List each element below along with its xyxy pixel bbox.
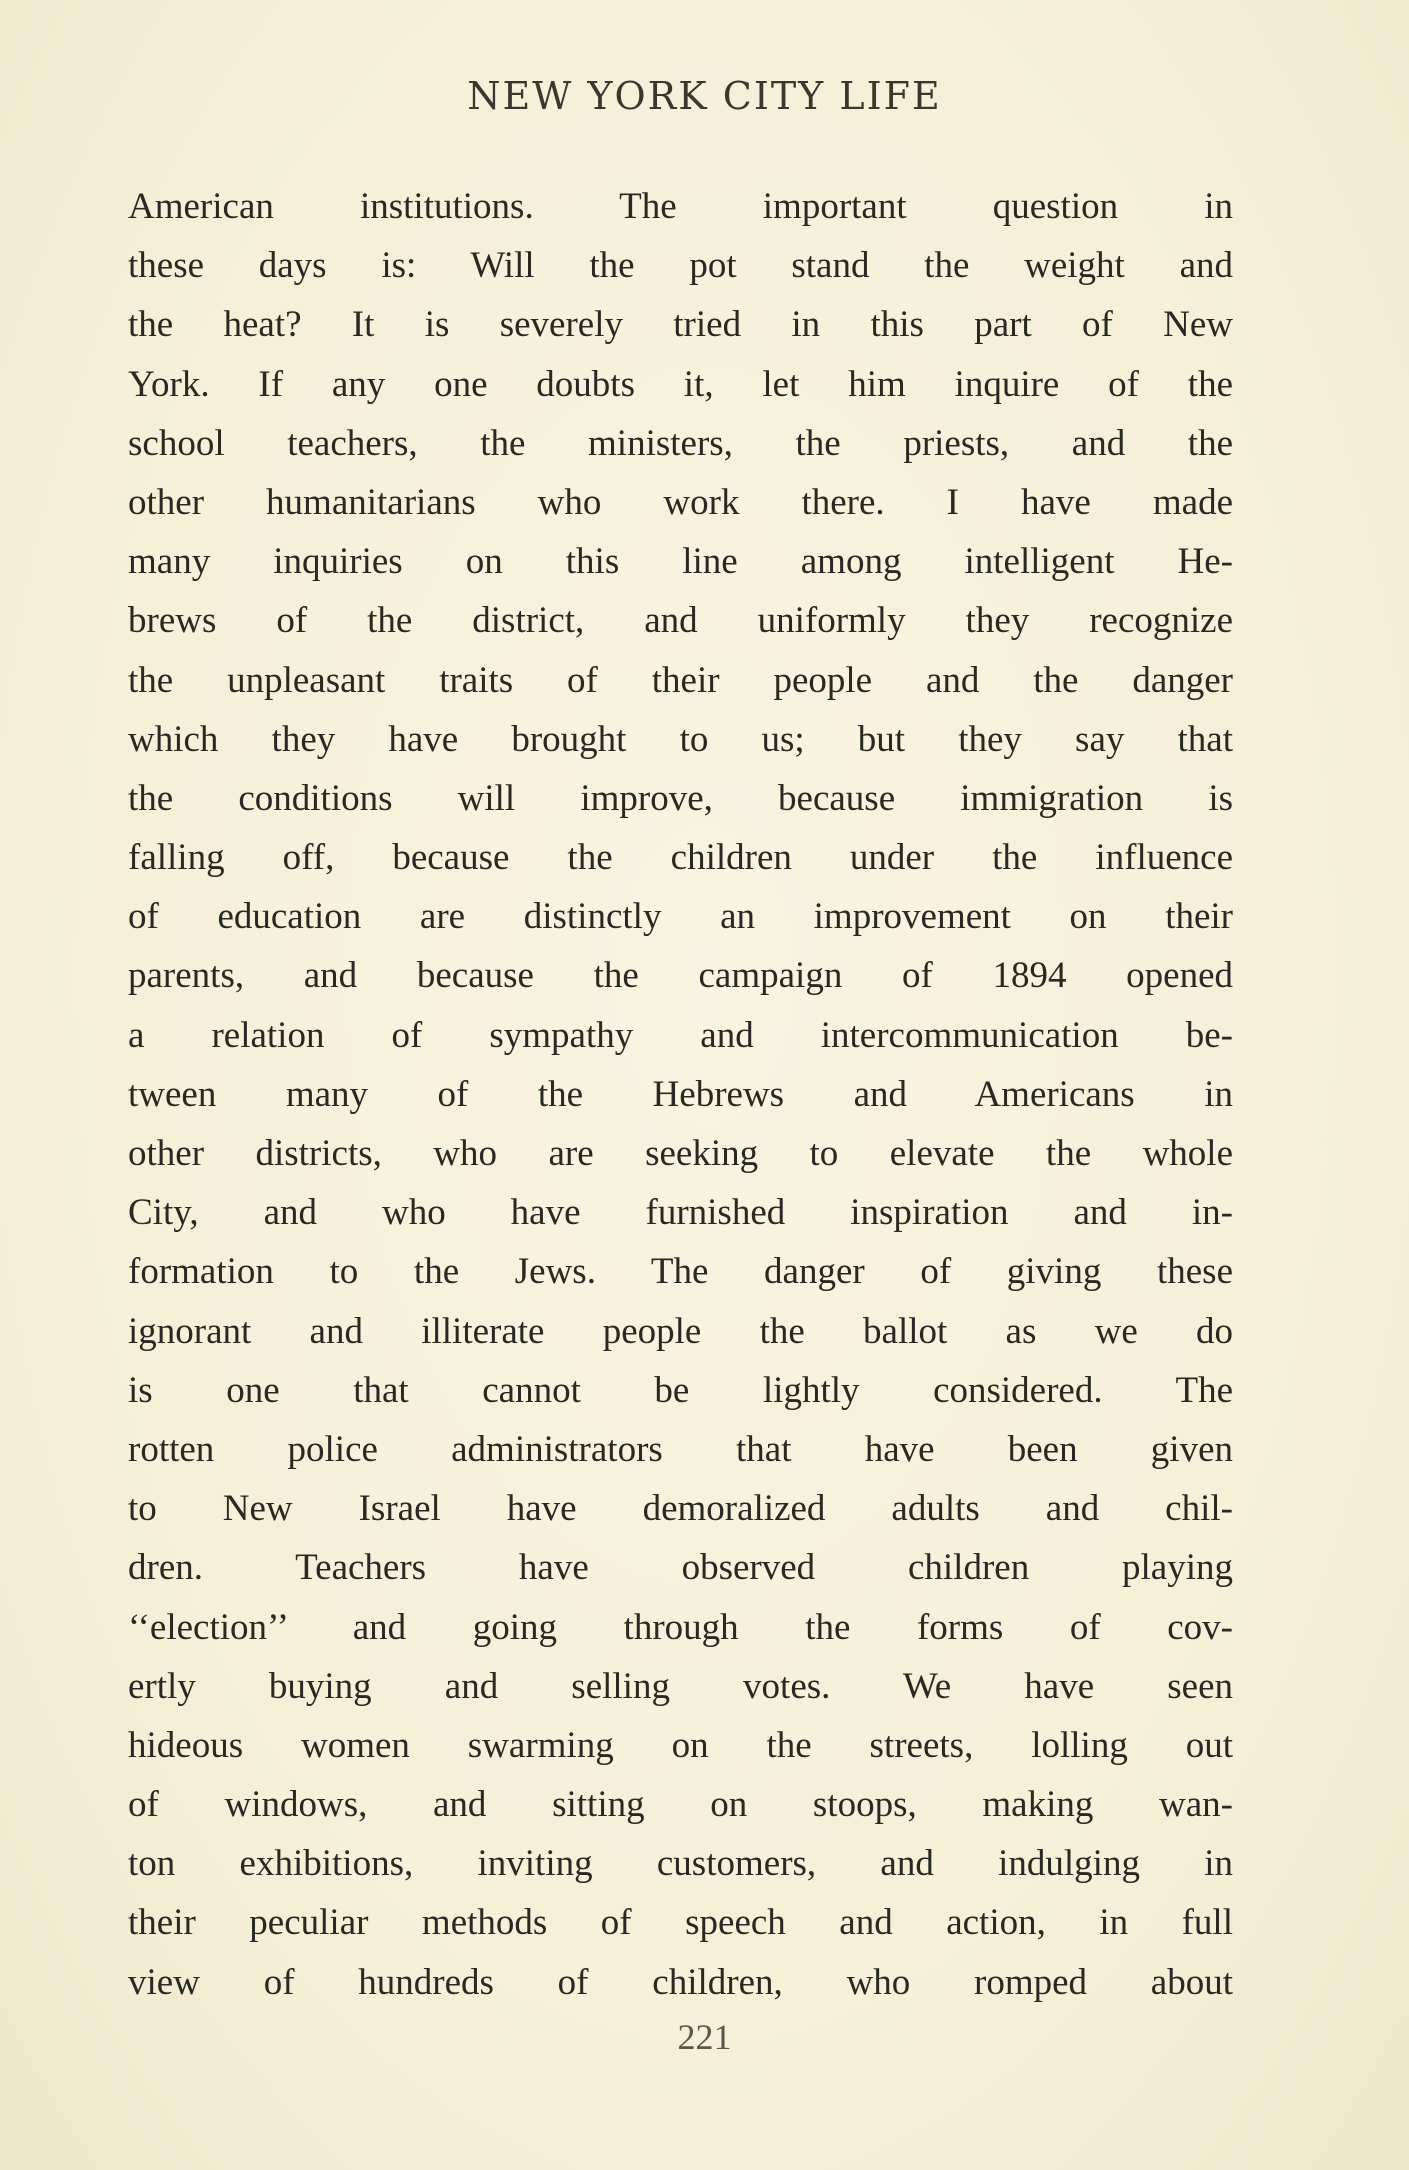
- text-line: of education are distinctly an improvement on their: [128, 896, 1233, 938]
- text-line: a relation of sympathy and intercommunication be-: [128, 1014, 1233, 1056]
- text-line: other humanitarians who work there. I have made: [128, 481, 1233, 523]
- page-number: 221: [677, 2017, 732, 2057]
- text-line: brews of the district, and uniformly they recognize: [128, 600, 1233, 642]
- body-text: [128, 177, 1233, 2012]
- text-line: the unpleasant traits of their people and the danger: [128, 659, 1233, 701]
- text-line: tween many of the Hebrews and Americans in: [128, 1073, 1233, 1115]
- text-line: is one that cannot be lightly considered. The: [128, 1369, 1233, 1411]
- text-line: many inquiries on this line among intelligent He-: [128, 541, 1233, 583]
- text-line: American institutions. The important question in: [128, 186, 1233, 227]
- text-line: falling off, because the children under the influence: [128, 837, 1233, 879]
- text-line: ton exhibitions, inviting customers, and indulging in: [128, 1843, 1233, 1885]
- text-line: rotten police administrators that have been given: [128, 1428, 1233, 1470]
- text-line: other districts, who are seeking to elevate the whole: [128, 1133, 1233, 1174]
- text-line: dren. Teachers have observed children playing: [128, 1547, 1233, 1589]
- text-line: parents, and because the campaign of 1894 opened: [128, 955, 1233, 997]
- text-line: York. If any one doubts it, let him inquire of the: [128, 363, 1233, 405]
- text-line: ignorant and illiterate people the ballot as we do: [128, 1310, 1233, 1352]
- text-line: these days is: Will the pot stand the weight and: [128, 245, 1233, 287]
- text-line: which they have brought to us; but they say that: [128, 718, 1233, 760]
- text-line: of windows, and sitting on stoops, making wan-: [128, 1784, 1233, 1826]
- text-line: City, and who have furnished inspiration and in-: [128, 1192, 1233, 1234]
- text-line: ertly buying and selling votes. We have seen: [128, 1665, 1233, 1707]
- running-head: NEW YORK CITY LIFE: [467, 74, 942, 118]
- text-line: school teachers, the ministers, the priests, and the: [128, 422, 1233, 464]
- text-line: hideous women swarming on the streets, lolling out: [128, 1724, 1233, 1766]
- text-line: the heat? It is severely tried in this part of New: [128, 304, 1233, 346]
- text-line: to New Israel have demoralized adults and chil-: [128, 1488, 1233, 1530]
- text-line: ‘‘election’’ and going through the forms of cov-: [128, 1606, 1233, 1648]
- text-line: view of hundreds of children, who romped about: [128, 1961, 1233, 2003]
- text-line: formation to the Jews. The danger of giving these: [128, 1251, 1233, 1293]
- text-line: the conditions will improve, because immigration is: [128, 777, 1233, 819]
- text-line: their peculiar methods of speech and action, in full: [128, 1902, 1233, 1944]
